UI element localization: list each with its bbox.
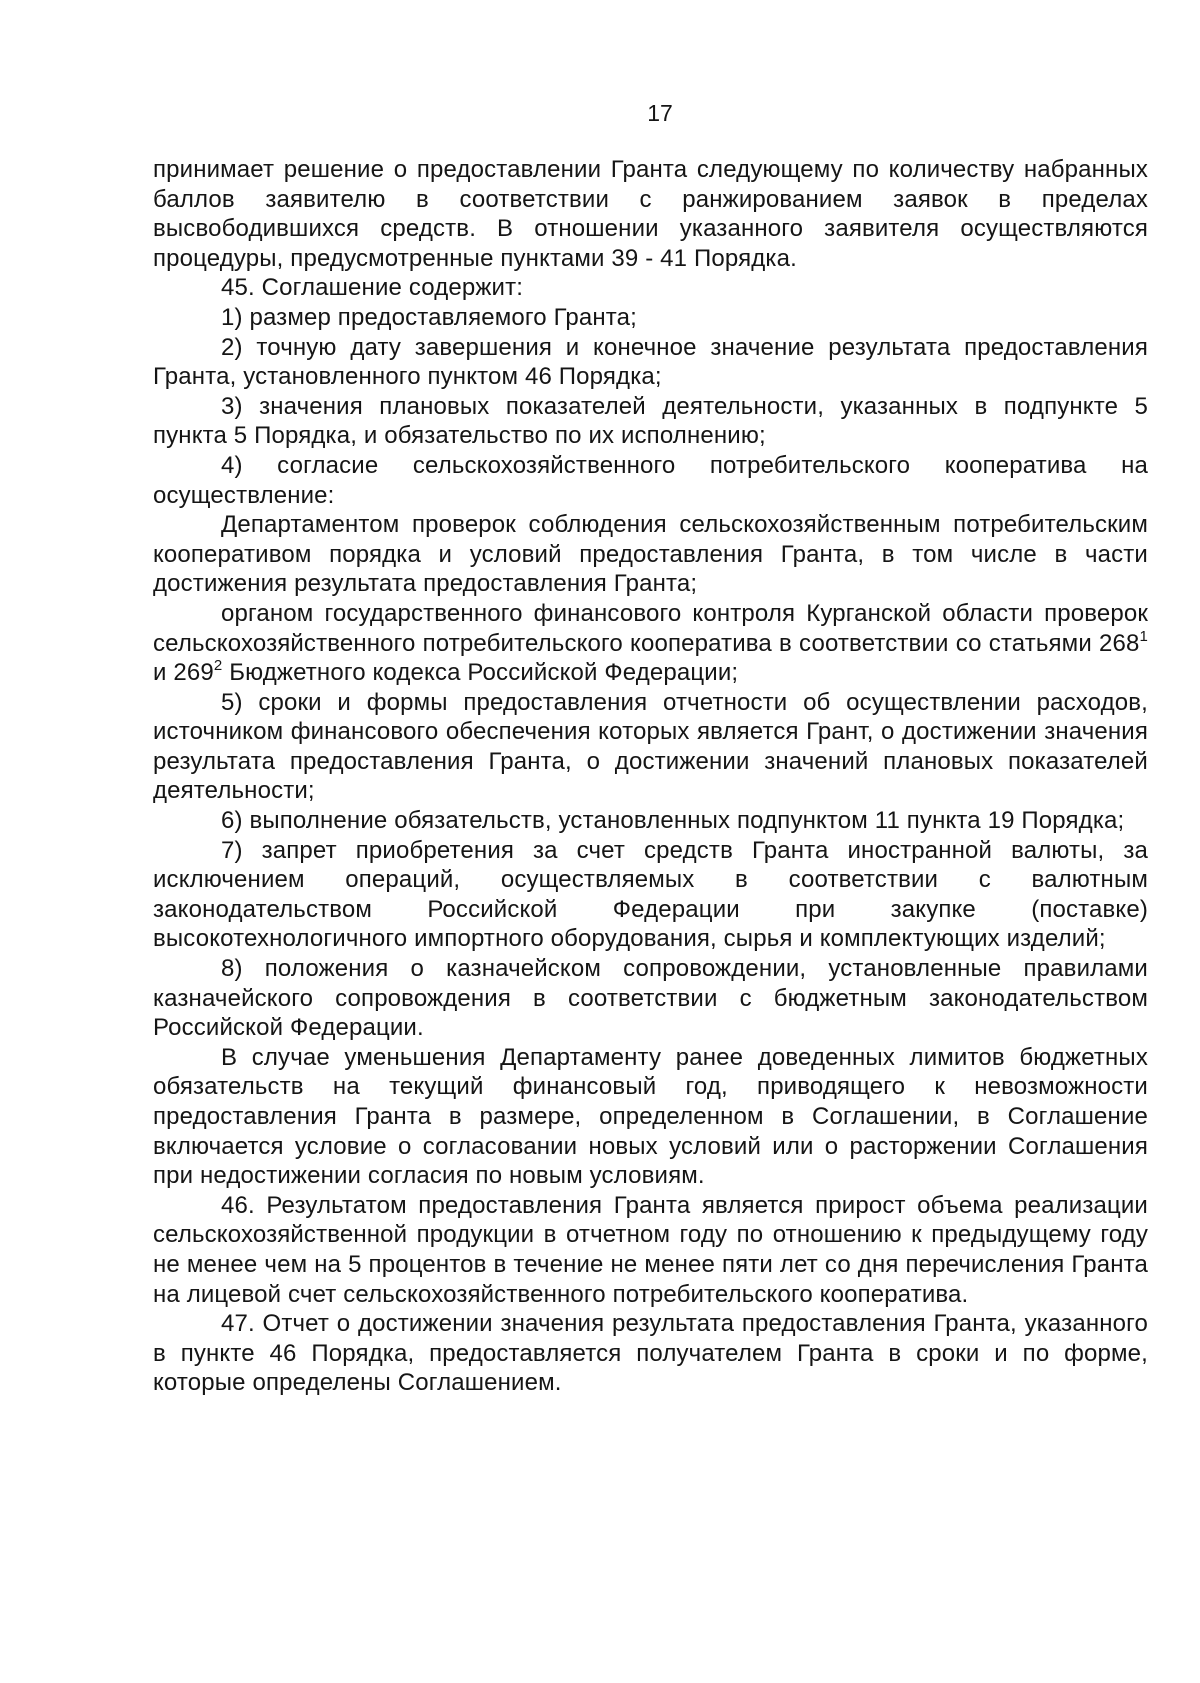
paragraph-department-checks: Департаментом проверок соблюдения сельскохозяйственным потребительским кооперативом порядка и условий предоставления Гранта, в том числе в части достижения результата предоставления Гранта; xyxy=(153,511,1148,598)
paragraph-item-47: 47. Отчет о достижении значения результата предоставления Гранта, указанного в пункте 46 Порядка, предоставляется получателем Гранта в сроки и по форме, которые определены Соглашением. xyxy=(153,1310,1148,1397)
page-number: 17 xyxy=(647,100,673,126)
superscript-1: 1 xyxy=(1139,627,1148,645)
paragraph-financial-control xyxy=(153,599,1148,688)
paragraph-financial-control-text: органом государственного финансового контроля Курганской области проверок сельскохозяйственного потребительского кооператива в соответствии со статьями 268 xyxy=(153,599,1148,657)
paragraph-subitem-1: 1) размер предоставляемого Гранта; xyxy=(221,303,637,331)
paragraph-subitem-2: 2) точную дату завершения и конечное значение результата предоставления Гранта, установленного пунктом 46 Порядка; xyxy=(153,333,1148,391)
paragraph-financial-control-mid: и 269 xyxy=(153,659,214,687)
paragraph-financial-control-end: Бюджетного кодекса Российской Федерации; xyxy=(222,659,739,687)
paragraph-subitem-8: 8) положения о казначейском сопровождении, установленные правилами казначейского сопровождения в соответствии с бюджетным законодательством Российской Федерации. xyxy=(153,955,1148,1042)
superscript-2: 2 xyxy=(213,657,223,675)
paragraph-subitem-4: 4) согласие сельскохозяйственного потребительского кооператива на осуществление: xyxy=(153,451,1148,509)
paragraph-continuation: принимает решение о предоставлении Гранта следующему по количеству набранных баллов заявителю в соответствии с ранжированием заявок в пределах высвободившихся средств. В отношении указанного заявителя осуществляются процедуры, предусмотренные пунктами 39 - 41 Порядка. xyxy=(153,156,1148,272)
paragraph-item-46: 46. Результатом предоставления Гранта является прирост объема реализации сельскохозяйственной продукции в отчетном году по отношению к предыдущему году не менее чем на 5 процентов в течение не менее пяти лет со дня перечисления Гранта на лицевой счет сельскохозяйственного потребительского кооператива. xyxy=(153,1191,1148,1308)
paragraph-subitem-3: 3) значения плановых показателей деятельности, указанных в подпункте 5 пункта 5 Порядка, и обязательство по их исполнению; xyxy=(153,392,1148,450)
paragraph-subitem-5: 5) сроки и формы предоставления отчетности об осуществлении расходов, источником финансового обеспечения которых является Грант, о достижении значения результата предоставления Гранта, о достижении значений плановых показателей деятельности; xyxy=(153,688,1148,805)
paragraph-subitem-7: 7) запрет приобретения за счет средств Гранта иностранной валюты, за исключением операций, осуществляемых в соответствии с валютным законодательством Российской Федерации при закупке (поставке) высокотехнологичного импортного оборудования, сырья и комплектующих изделий; xyxy=(153,836,1148,953)
paragraph-item-45: 45. Соглашение содержит: xyxy=(221,274,524,302)
paragraph-limits-reduction: В случае уменьшения Департаменту ранее доведенных лимитов бюджетных обязательств на текущий финансовый год, приводящего к невозможности предоставления Гранта в размере, определенном в Соглашении, в Соглашение включается условие о согласовании новых условий или о расторжении Соглашения при недостижении согласия по новым условиям. xyxy=(153,1043,1148,1190)
document-body xyxy=(153,155,1148,1398)
paragraph-subitem-6: 6) выполнение обязательств, установленных подпунктом 11 пункта 19 Порядка; xyxy=(221,807,1125,835)
